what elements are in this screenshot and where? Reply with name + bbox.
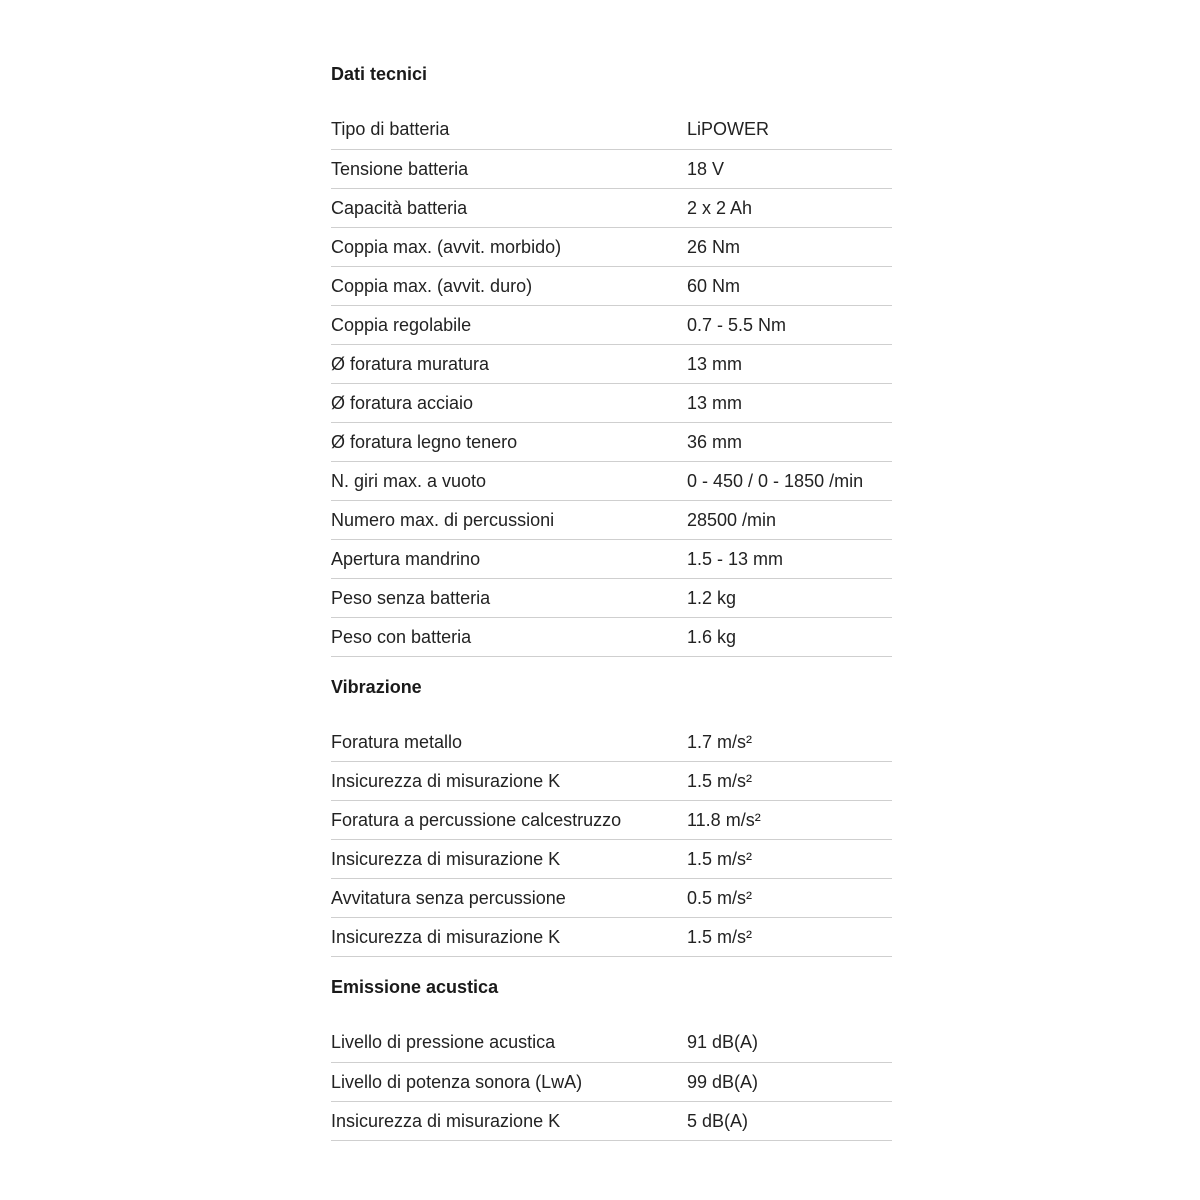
spec-row <box>331 918 892 957</box>
spec-row <box>331 110 892 149</box>
spec-table <box>331 110 892 657</box>
spec-label: Peso con batteria <box>331 617 687 656</box>
section-title: Vibrazione <box>331 676 422 697</box>
spec-value: 91 dB(A) <box>687 1023 892 1062</box>
spec-label: N. giri max. a vuoto <box>331 461 687 500</box>
spec-row <box>331 1101 892 1140</box>
spec-row <box>331 539 892 578</box>
spec-row <box>331 149 892 188</box>
spec-value: 1.6 kg <box>687 617 892 656</box>
spec-row <box>331 1062 892 1101</box>
spec-label: Foratura a percussione calcestruzzo <box>331 801 687 840</box>
spec-label: Coppia max. (avvit. morbido) <box>331 227 687 266</box>
spec-value: 36 mm <box>687 422 892 461</box>
section-dati-tecnici <box>331 56 892 657</box>
spec-value: 26 Nm <box>687 227 892 266</box>
spec-value: 11.8 m/s² <box>687 801 892 840</box>
spec-value: 18 V <box>687 149 892 188</box>
technical-data-content <box>331 56 892 1153</box>
spec-label: Ø foratura muratura <box>331 344 687 383</box>
spec-value: 13 mm <box>687 383 892 422</box>
spec-row <box>331 188 892 227</box>
spec-label: Numero max. di percussioni <box>331 500 687 539</box>
spec-value: 28500 /min <box>687 500 892 539</box>
spec-value: 0 - 450 / 0 - 1850 /min <box>687 461 892 500</box>
spec-label: Livello di potenza sonora (LwA) <box>331 1062 687 1101</box>
spec-label: Coppia max. (avvit. duro) <box>331 266 687 305</box>
spec-label: Tensione batteria <box>331 149 687 188</box>
spec-row <box>331 578 892 617</box>
spec-value: 1.5 m/s² <box>687 762 892 801</box>
spec-row <box>331 801 892 840</box>
spec-table <box>331 723 892 958</box>
spec-value: 1.5 m/s² <box>687 840 892 879</box>
spec-value: 2 x 2 Ah <box>687 188 892 227</box>
spec-row <box>331 879 892 918</box>
spec-label: Insicurezza di misurazione K <box>331 762 687 801</box>
spec-row <box>331 840 892 879</box>
spec-label: Avvitatura senza percussione <box>331 879 687 918</box>
spec-row <box>331 1023 892 1062</box>
spec-value: LiPOWER <box>687 110 892 149</box>
spec-value: 5 dB(A) <box>687 1101 892 1140</box>
spec-label: Capacità batteria <box>331 188 687 227</box>
spec-label: Livello di pressione acustica <box>331 1023 687 1062</box>
spec-row <box>331 723 892 762</box>
spec-label: Insicurezza di misurazione K <box>331 840 687 879</box>
spec-value: 1.2 kg <box>687 578 892 617</box>
spec-value: 99 dB(A) <box>687 1062 892 1101</box>
spec-table <box>331 1023 892 1141</box>
spec-row <box>331 762 892 801</box>
spec-row <box>331 305 892 344</box>
section-title: Emissione acustica <box>331 977 499 997</box>
section-title: Dati tecnici <box>331 64 428 84</box>
spec-row <box>331 344 892 383</box>
spec-value: 13 mm <box>687 344 892 383</box>
spec-row <box>331 227 892 266</box>
spec-value: 1.5 m/s² <box>687 918 892 957</box>
spec-label: Ø foratura acciaio <box>331 383 687 422</box>
spec-label: Ø foratura legno tenero <box>331 422 687 461</box>
section-emissione-acustica <box>331 969 892 1141</box>
spec-label: Insicurezza di misurazione K <box>331 918 687 957</box>
section-vibrazione <box>331 669 892 958</box>
spec-value: 1.5 - 13 mm <box>687 539 892 578</box>
spec-row <box>331 422 892 461</box>
spec-value: 60 Nm <box>687 266 892 305</box>
spec-label: Coppia regolabile <box>331 305 687 344</box>
spec-row <box>331 617 892 656</box>
spec-row <box>331 500 892 539</box>
spec-label: Foratura metallo <box>331 723 687 762</box>
spec-label: Tipo di batteria <box>331 110 687 149</box>
spec-label: Peso senza batteria <box>331 578 687 617</box>
spec-label: Insicurezza di misurazione K <box>331 1101 687 1140</box>
spec-row <box>331 461 892 500</box>
spec-value: 1.7 m/s² <box>687 723 892 762</box>
spec-label: Apertura mandrino <box>331 539 687 578</box>
spec-row <box>331 383 892 422</box>
spec-row <box>331 266 892 305</box>
spec-value: 0.5 m/s² <box>687 879 892 918</box>
spec-value: 0.7 - 5.5 Nm <box>687 305 892 344</box>
